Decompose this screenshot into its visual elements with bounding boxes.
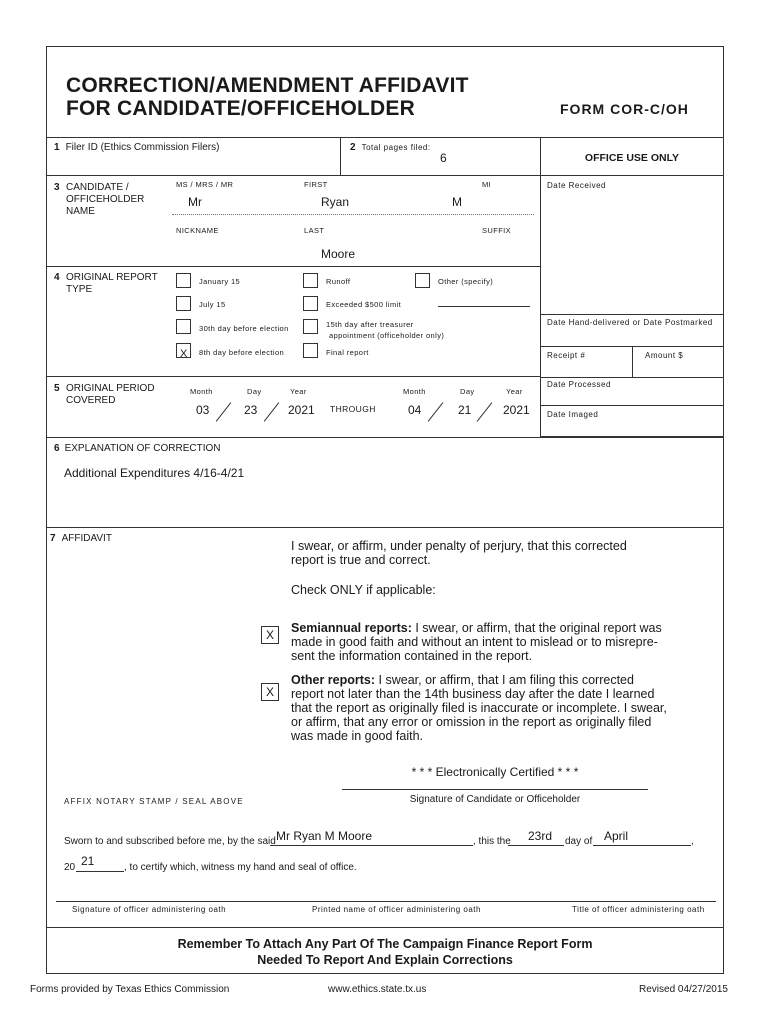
section4-label: 4 ORIGINAL REPORT TYPE bbox=[54, 272, 158, 295]
to-month-label: Month bbox=[403, 387, 426, 396]
reminder-line-1: Remember To Attach Any Part Of The Campaign Finance Report Form bbox=[177, 937, 593, 951]
certify-text: , to certify which, witness my hand and seal of office. bbox=[124, 862, 357, 873]
semiannual-line-2: made in good faith and without an intent to mislead or to misrepre- bbox=[291, 635, 658, 649]
divider bbox=[46, 266, 540, 267]
from-year-value[interactable]: 2021 bbox=[288, 403, 315, 417]
to-month-value[interactable]: 04 bbox=[408, 403, 422, 417]
divider bbox=[46, 437, 724, 438]
divider bbox=[540, 175, 724, 176]
divider bbox=[632, 346, 633, 377]
last-name-label: LAST bbox=[304, 226, 325, 235]
dotted-separator bbox=[172, 214, 534, 215]
nickname-label: NICKNAME bbox=[176, 226, 219, 235]
suffix-label: SUFFIX bbox=[482, 226, 512, 235]
section2-label: 2 Total pages filed: bbox=[350, 142, 431, 153]
last-name-value[interactable]: Moore bbox=[321, 247, 356, 261]
date-imaged-label: Date Imaged bbox=[547, 410, 599, 419]
8th-day-label: 8th day before election bbox=[199, 348, 285, 357]
30th-day-label: 30th day before election bbox=[199, 324, 289, 333]
divider bbox=[46, 927, 724, 928]
semiannual-line-3: sent the information contained in the report. bbox=[291, 649, 533, 663]
other-label: Other (specify) bbox=[438, 277, 494, 286]
check-only-label: Check ONLY if applicable: bbox=[291, 583, 436, 597]
30th-day-checkbox[interactable] bbox=[176, 319, 191, 334]
explanation-value[interactable]: Additional Expenditures 4/16-4/21 bbox=[64, 466, 245, 480]
footer-provider: Forms provided by Texas Ethics Commission bbox=[30, 984, 230, 995]
final-report-checkbox[interactable] bbox=[303, 343, 318, 358]
office-use-title: OFFICE USE ONLY bbox=[584, 152, 680, 164]
first-name-label: FIRST bbox=[304, 180, 328, 189]
other-reports-line-4: or affirm, that any error or omission in the report as originally filed bbox=[291, 715, 652, 729]
through-label: THROUGH bbox=[330, 404, 376, 414]
sworn-month-line bbox=[593, 845, 691, 846]
8th-day-checkbox[interactable] bbox=[176, 343, 191, 358]
sworn-name-value[interactable]: Mr Ryan M Moore bbox=[276, 829, 373, 843]
section1-label: 1 Filer ID (Ethics Commission Filers) bbox=[54, 142, 220, 153]
sworn-day-line bbox=[508, 845, 564, 846]
officer-signature-label: Signature of officer administering oath bbox=[72, 905, 227, 914]
15th-day-label-1: 15th day after treasurer bbox=[326, 320, 414, 329]
comma: , bbox=[691, 836, 694, 847]
divider bbox=[540, 377, 724, 378]
january-15-label: January 15 bbox=[199, 277, 241, 286]
exceeded-limit-checkbox[interactable] bbox=[303, 296, 318, 311]
to-day-value[interactable]: 21 bbox=[458, 403, 472, 417]
divider bbox=[540, 405, 724, 406]
other-reports-line-2: report not later than the 14th business day after the date I learned bbox=[291, 687, 655, 701]
15th-day-checkbox[interactable] bbox=[303, 319, 318, 334]
8th-day-check-mark: X bbox=[180, 348, 188, 360]
july-15-label: July 15 bbox=[199, 300, 226, 309]
sworn-month-value[interactable]: April bbox=[604, 829, 629, 843]
year-prefix: 20 bbox=[64, 862, 76, 873]
from-month-value[interactable]: 03 bbox=[196, 403, 210, 417]
to-year-label: Year bbox=[506, 387, 523, 396]
from-day-value[interactable]: 23 bbox=[244, 403, 258, 417]
form-title-line2: FOR CANDIDATE/OFFICEHOLDER bbox=[66, 97, 415, 120]
sworn-year-value[interactable]: 21 bbox=[81, 854, 95, 868]
divider bbox=[340, 137, 341, 175]
date-received-label: Date Received bbox=[547, 181, 606, 190]
divider bbox=[46, 376, 540, 377]
divider bbox=[540, 314, 724, 315]
divider bbox=[46, 175, 540, 176]
semiannual-checkbox[interactable]: X bbox=[261, 626, 279, 644]
other-reports-checkbox[interactable]: X bbox=[261, 683, 279, 701]
from-day-label: Day bbox=[247, 387, 262, 396]
footer-revised: Revised 04/27/2015 bbox=[639, 984, 728, 995]
salutation-value[interactable]: Mr bbox=[188, 195, 202, 209]
from-month-label: Month bbox=[190, 387, 213, 396]
to-day-label: Day bbox=[460, 387, 475, 396]
day-of-label: day of bbox=[565, 836, 593, 847]
other-reports-line-1: Other reports: I swear, or affirm, that I am filing this corrected bbox=[291, 673, 634, 687]
total-pages-value[interactable]: 6 bbox=[440, 151, 447, 165]
signature-line[interactable] bbox=[342, 789, 648, 790]
salutation-label: MS / MRS / MR bbox=[176, 180, 234, 189]
other-specify-line[interactable] bbox=[438, 306, 530, 307]
officer-title-label: Title of officer administering oath bbox=[572, 905, 705, 914]
divider bbox=[46, 527, 724, 528]
this-the-label: , this the bbox=[473, 836, 511, 847]
date-processed-label: Date Processed bbox=[547, 380, 611, 389]
officer-printed-label: Printed name of officer administering oath bbox=[312, 905, 481, 914]
sworn-prefix: Sworn to and subscribed before me, by the said bbox=[64, 836, 276, 847]
other-reports-line-5: was made in good faith. bbox=[291, 729, 424, 743]
semiannual-line-1: Semiannual reports: I swear, or affirm, that the original report was bbox=[291, 621, 662, 635]
footer-url[interactable]: www.ethics.state.tx.us bbox=[328, 984, 427, 995]
final-report-label: Final report bbox=[326, 348, 369, 357]
from-year-label: Year bbox=[290, 387, 307, 396]
15th-day-label-2: appointment (officeholder only) bbox=[329, 331, 445, 340]
receipt-label: Receipt # bbox=[547, 351, 586, 360]
swear-line-1: I swear, or affirm, under penalty of perjury, that this corrected bbox=[291, 539, 627, 553]
section7-label: 7 AFFIDAVIT bbox=[50, 533, 112, 544]
notary-stamp-label: AFFIX NOTARY STAMP / SEAL ABOVE bbox=[64, 797, 244, 806]
electronic-certification: * * * Electronically Certified * * * bbox=[411, 765, 579, 779]
section3-label: 3 CANDIDATE / OFFICEHOLDER NAME bbox=[54, 182, 145, 217]
sworn-name-line bbox=[270, 845, 473, 846]
runoff-checkbox[interactable] bbox=[303, 273, 318, 288]
mi-label: MI bbox=[482, 180, 492, 189]
exceeded-limit-label: Exceeded $500 limit bbox=[326, 300, 402, 309]
other-checkbox[interactable] bbox=[415, 273, 430, 288]
officer-signature-line[interactable] bbox=[56, 901, 716, 902]
january-15-checkbox[interactable] bbox=[176, 273, 191, 288]
to-year-value[interactable]: 2021 bbox=[503, 403, 530, 417]
amount-label: Amount $ bbox=[645, 351, 684, 360]
form-number: FORM COR-C/OH bbox=[560, 101, 689, 117]
section6-label: 6 EXPLANATION OF CORRECTION bbox=[54, 443, 221, 454]
mi-value[interactable]: M bbox=[452, 195, 462, 209]
swear-line-2: report is true and correct. bbox=[291, 553, 431, 567]
sworn-year-line bbox=[76, 871, 124, 872]
sworn-day-value[interactable]: 23rd bbox=[528, 829, 553, 843]
other-reports-line-3: that the report as originally filed is inaccurate or incomplete. I swear, bbox=[291, 701, 667, 715]
form-title-line1: CORRECTION/AMENDMENT AFFIDAVIT bbox=[66, 74, 469, 97]
date-hand-delivered-label: Date Hand-delivered or Date Postmarked bbox=[547, 318, 713, 327]
first-name-value[interactable]: Ryan bbox=[321, 195, 350, 209]
runoff-label: Runoff bbox=[326, 277, 351, 286]
july-15-checkbox[interactable] bbox=[176, 296, 191, 311]
signature-label: Signature of Candidate or Officeholder bbox=[409, 794, 581, 805]
reminder-line-2: Needed To Report And Explain Corrections bbox=[257, 953, 513, 967]
section5-label: 5 ORIGINAL PERIOD COVERED bbox=[54, 383, 155, 406]
